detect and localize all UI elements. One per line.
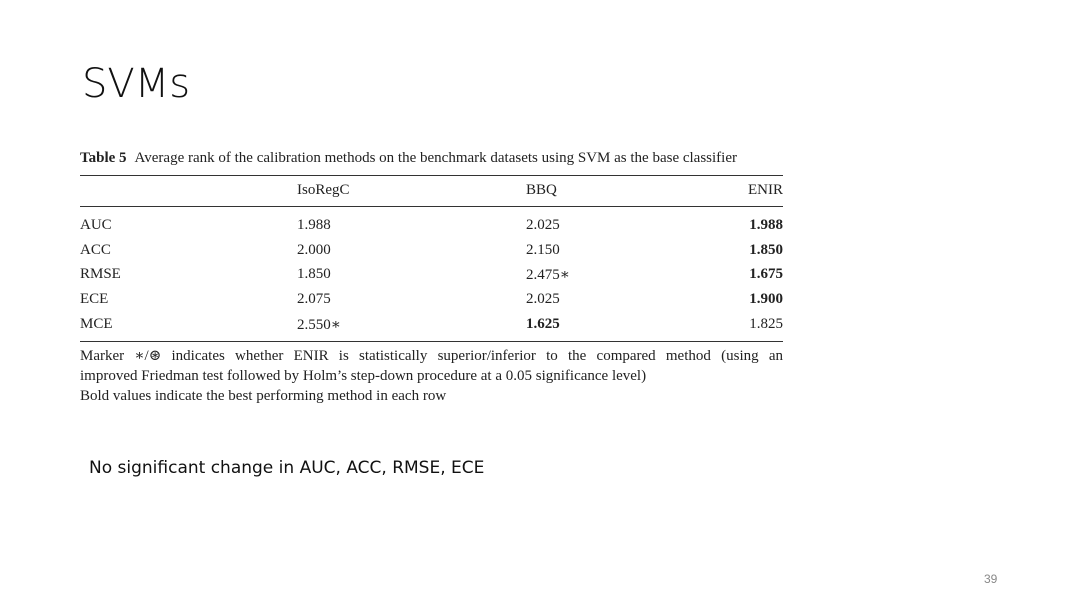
header-enir: ENIR [726, 176, 783, 207]
table-note-line: improved Friedman test followed by Holm’s step-down procedure at a 0.05 significance level) [80, 367, 647, 384]
row-isoregc: 1.988 [297, 216, 331, 233]
table-caption [80, 150, 783, 167]
row-isoregc: 2.000 [297, 241, 331, 258]
row-metric: RMSE [80, 266, 121, 283]
header-metric [80, 176, 297, 207]
row-bbq: 2.475∗ [526, 267, 570, 284]
row-enir: 1.988 [749, 216, 783, 233]
table-notes [80, 346, 783, 406]
row-enir: 1.825 [726, 312, 783, 341]
slide-title: SVMs [82, 61, 191, 107]
row-metric: ECE [80, 291, 109, 308]
row-isoregc: 2.550∗ [297, 312, 526, 341]
row-isoregc: 1.850 [297, 266, 331, 283]
row-enir: 1.850 [749, 241, 783, 258]
row-metric: ACC [80, 241, 111, 258]
row-isoregc: 2.075 [297, 291, 331, 308]
row-bbq: 2.025 [526, 291, 560, 308]
table-caption-text: Average rank of the calibration methods on the benchmark datasets using SVM as the base classifier [134, 150, 738, 166]
slide-bullet-text: No significant change in AUC, ACC, RMSE, ECE [89, 458, 485, 478]
table-caption-label: Table 5 [80, 150, 127, 166]
row-enir: 1.900 [749, 291, 783, 308]
table-row [80, 312, 783, 341]
table-note-line: Marker ∗/⊛ indicates whether ENIR is statistically superior/inferior to the compared method (using an [80, 347, 783, 364]
row-enir: 1.675 [749, 266, 783, 283]
table-header-row [80, 176, 783, 207]
table-row [80, 238, 783, 263]
row-bbq: 1.625 [526, 312, 726, 341]
row-metric: MCE [80, 312, 297, 341]
rank-table [80, 175, 783, 342]
table-row [80, 207, 783, 238]
page-number: 39 [984, 572, 998, 586]
table-row [80, 287, 783, 312]
row-metric: AUC [80, 216, 112, 233]
header-bbq: BBQ [526, 176, 726, 207]
table-block [80, 150, 783, 406]
table-note-line: Bold values indicate the best performing method in each row [80, 387, 447, 404]
row-bbq: 2.150 [526, 241, 560, 258]
header-isoregc: IsoRegC [297, 176, 526, 207]
row-bbq: 2.025 [526, 216, 560, 233]
table-row [80, 263, 783, 288]
